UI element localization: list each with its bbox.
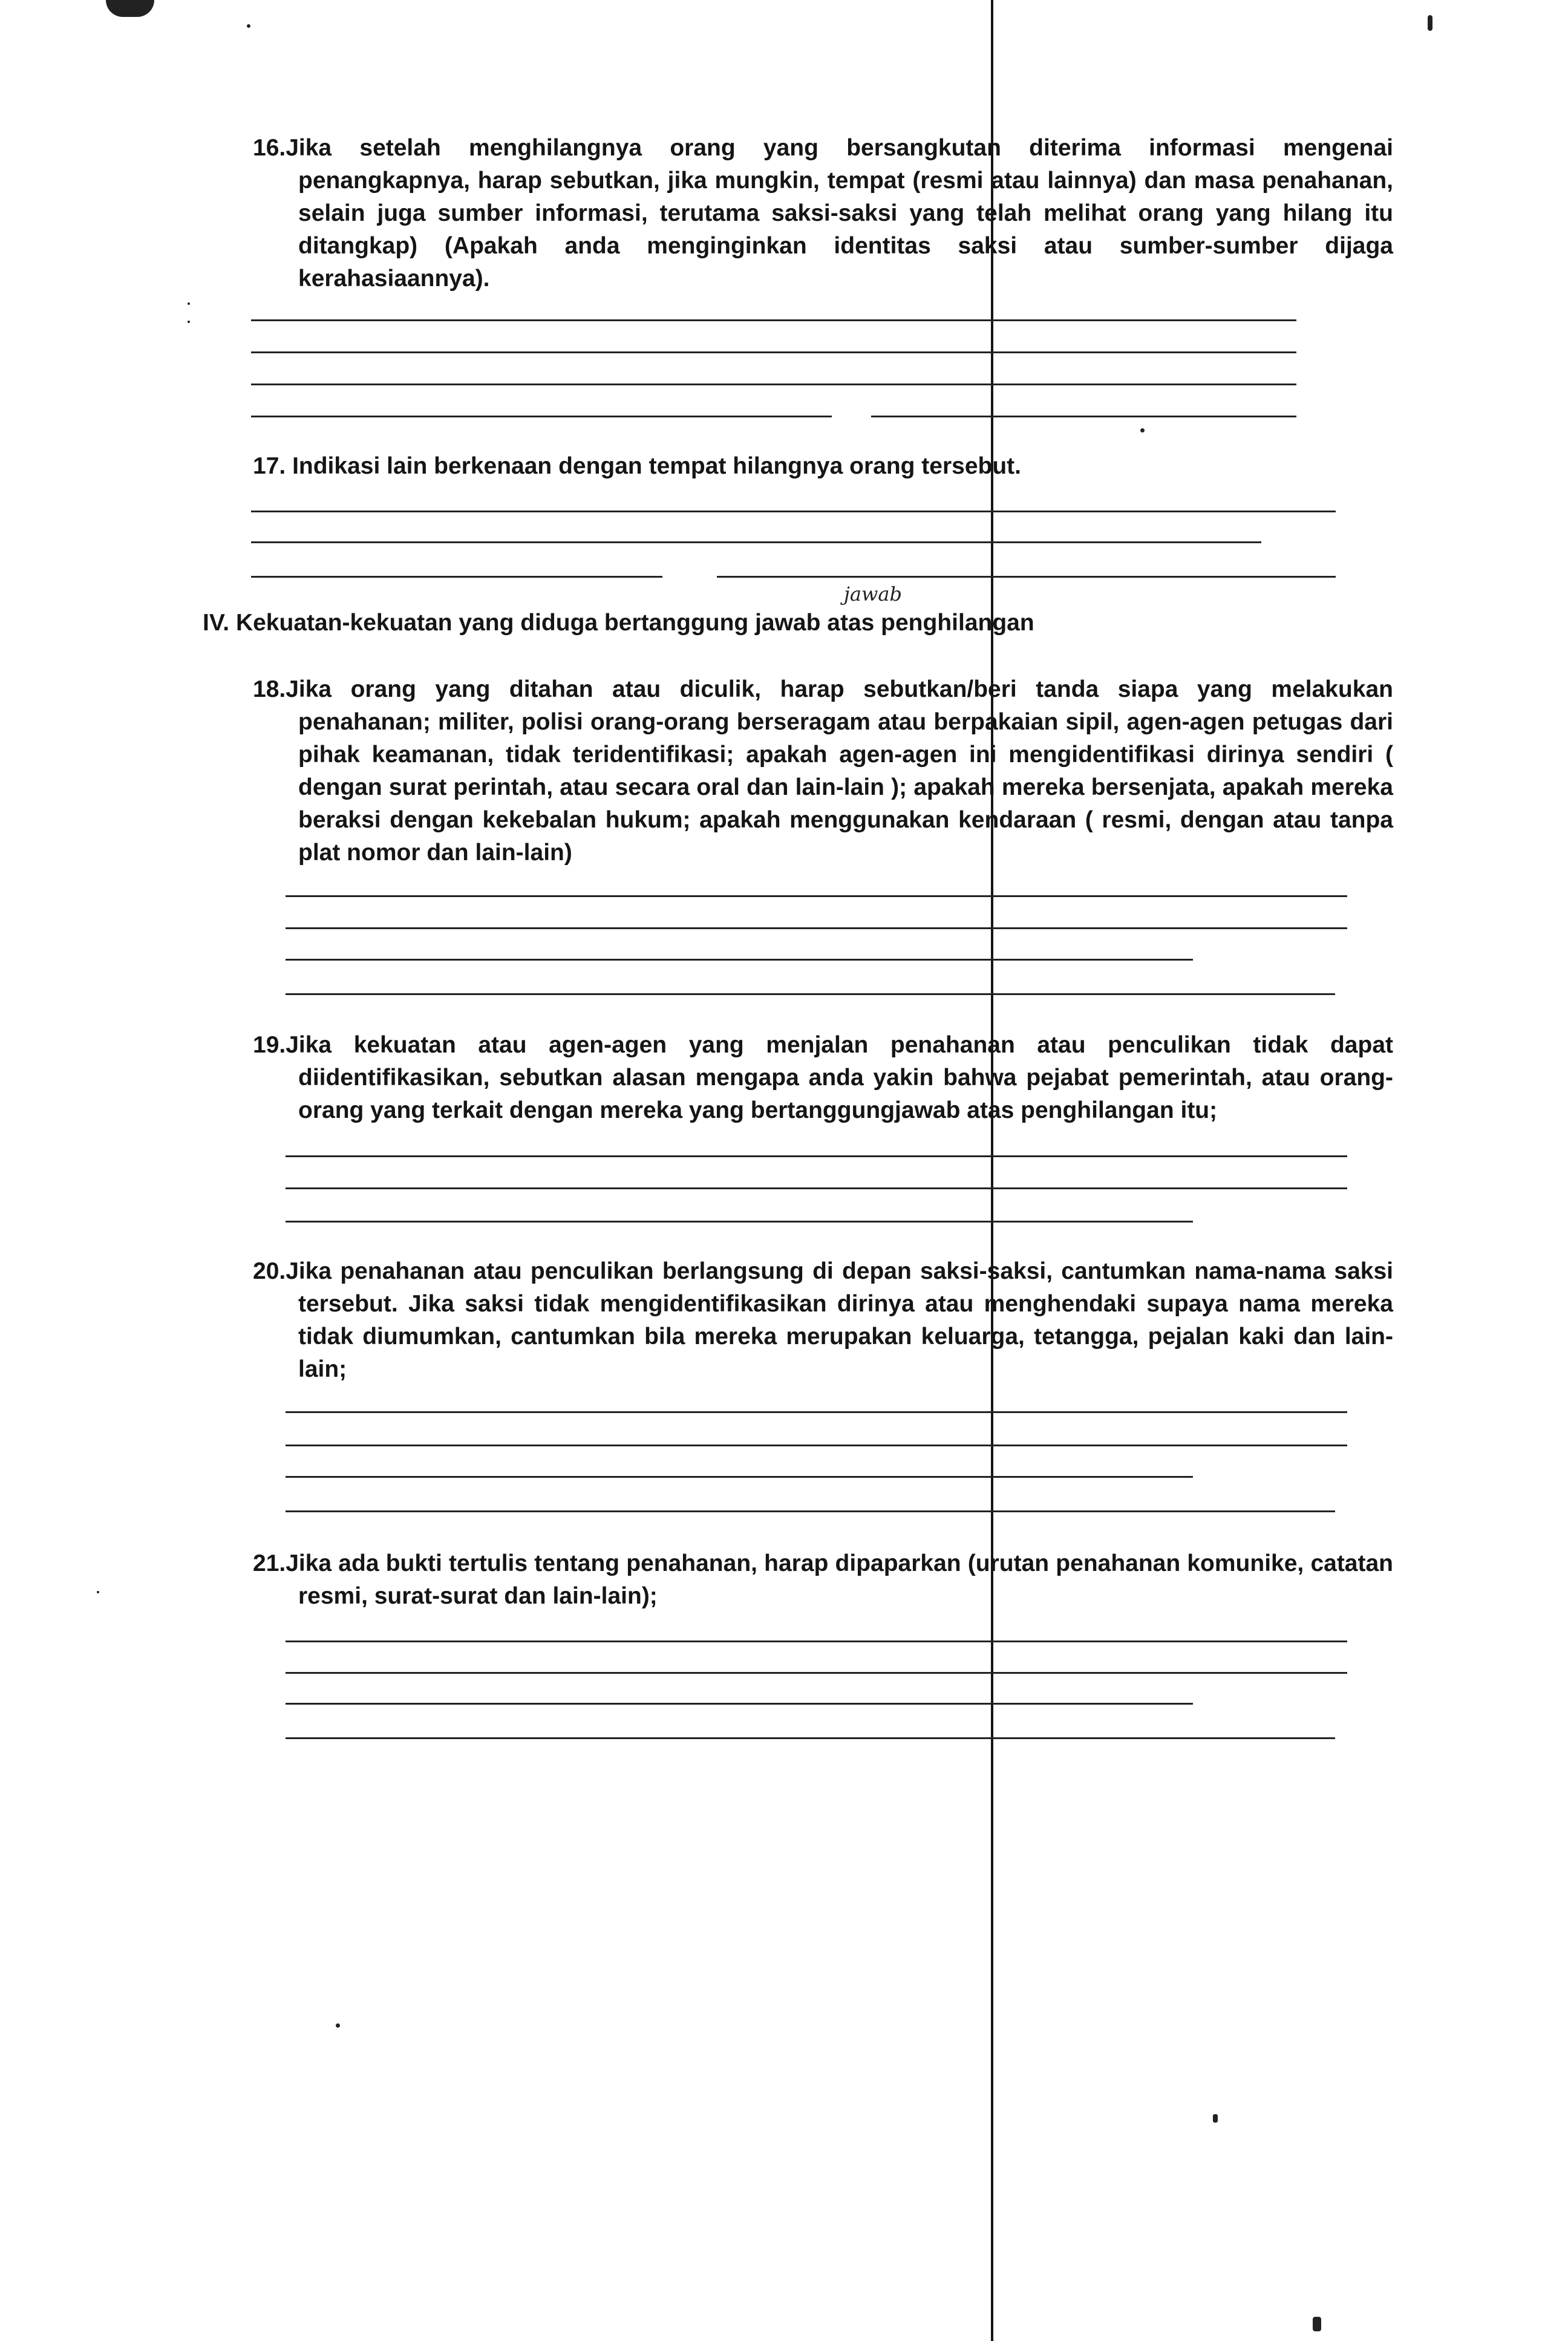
answer-line[interactable] [286,1672,1347,1674]
question-21-text: Jika ada bukti tertulis tentang penahanan, harap dipaparkan (urutan penahanan komunike, catatan resmi, surat-surat dan lain-lain); [286,1550,1393,1609]
answer-line[interactable] [286,1445,1347,1446]
question-18-number: 18. [253,676,286,702]
scan-mark [1213,2114,1218,2123]
question-18 [253,673,1393,869]
question-16 [253,132,1393,295]
answer-line[interactable] [286,1221,1193,1223]
question-17-text: Indikasi lain berkenaan dengan tempat hilangnya orang tersebut. [292,453,1022,479]
answer-line[interactable] [251,511,1336,512]
scan-mark [106,0,154,17]
question-21 [253,1547,1393,1613]
scan-mark [1313,2317,1321,2331]
section-iv-label: IV. [203,610,230,636]
question-19-text: Jika kekuatan atau agen-agen yang menjalan penahanan atau penculikan tidak dapat diidentifikasikan, sebutkan alasan mengapa anda yakin bahwa pejabat pemerintah, atau orang-orang yang terkait dengan mereka yang bertanggungjawab atas penghilangan itu; [286,1032,1393,1123]
answer-line[interactable] [286,1155,1347,1157]
scan-mark [336,2023,340,2028]
answer-line[interactable] [286,993,1335,995]
question-20 [253,1255,1393,1386]
answer-line[interactable] [286,1510,1335,1512]
answer-line[interactable] [717,576,1336,578]
answer-line[interactable] [286,1476,1193,1478]
question-17 [253,450,1342,483]
section-iv-heading [203,610,1171,636]
answer-line[interactable] [286,1703,1193,1705]
answer-line[interactable] [251,416,832,417]
question-16-number: 16. [253,135,286,161]
answer-line[interactable] [251,541,1261,543]
scan-mark [188,302,190,305]
answer-line[interactable] [286,1411,1347,1413]
answer-line[interactable] [286,1737,1335,1739]
question-19 [253,1029,1393,1127]
question-18-text: Jika orang yang ditahan atau diculik, harap sebutkan/beri tanda siapa yang melakukan penahanan; militer, polisi orang-orang berseragam atau berpakaian sipil, agen-agen petugas dari pihak keamanan, tidak teridentifikasi; apakah agen-agen ini mengidentifikasi dirinya sendiri ( dengan surat perintah, atau secara oral dan lain-lain ); apakah mereka bersenjata, apakah mereka beraksi dengan kekebalan hukum; apakah menggunakan kendaraan ( resmi, dengan atau tanpa plat nomor dan lain-lain) [286,676,1393,866]
scan-mark [188,321,190,323]
answer-line[interactable] [286,895,1347,897]
answer-line[interactable] [251,351,1296,353]
scan-mark [1428,15,1432,31]
handwritten-correction: jawab [844,583,902,606]
question-19-number: 19. [253,1032,286,1058]
question-16-text: Jika setelah menghilangnya orang yang bersangkutan diterima informasi mengenai penangkapnya, harap sebutkan, jika mungkin, tempat (resmi atau lainnya) dan masa penahanan, selain juga sumber informasi, terutama saksi-saksi yang telah melihat orang yang hilang itu ditangkap) (Apakah anda menginginkan identitas saksi atau sumber-sumber dijaga kerahasiaannya). [286,135,1393,292]
scan-mark [1140,428,1145,433]
answer-line[interactable] [251,319,1296,321]
answer-line[interactable] [286,927,1347,929]
answer-line[interactable] [286,959,1193,961]
answer-line[interactable] [286,1187,1347,1189]
scan-mark [247,24,250,28]
section-iv-title: Kekuatan-kekuatan yang diduga bertanggung jawab atas penghilangan [235,610,1034,636]
question-21-number: 21. [253,1550,286,1576]
question-17-number: 17. [253,453,286,479]
question-20-number: 20. [253,1258,286,1284]
question-20-text: Jika penahanan atau penculikan berlangsung di depan saksi-saksi, cantumkan nama-nama saksi tersebut. Jika saksi tidak mengidentifikasikan dirinya atau menghendaki supaya nama mereka tidak diumumkan, cantumkan bila mereka merupakan keluarga, tetangga, pejalan kaki dan lain-lain; [286,1258,1393,1382]
scan-mark [97,1591,99,1593]
answer-line[interactable] [251,576,662,578]
answer-line[interactable] [286,1641,1347,1642]
answer-line[interactable] [251,384,1296,385]
answer-line[interactable] [871,416,1296,417]
